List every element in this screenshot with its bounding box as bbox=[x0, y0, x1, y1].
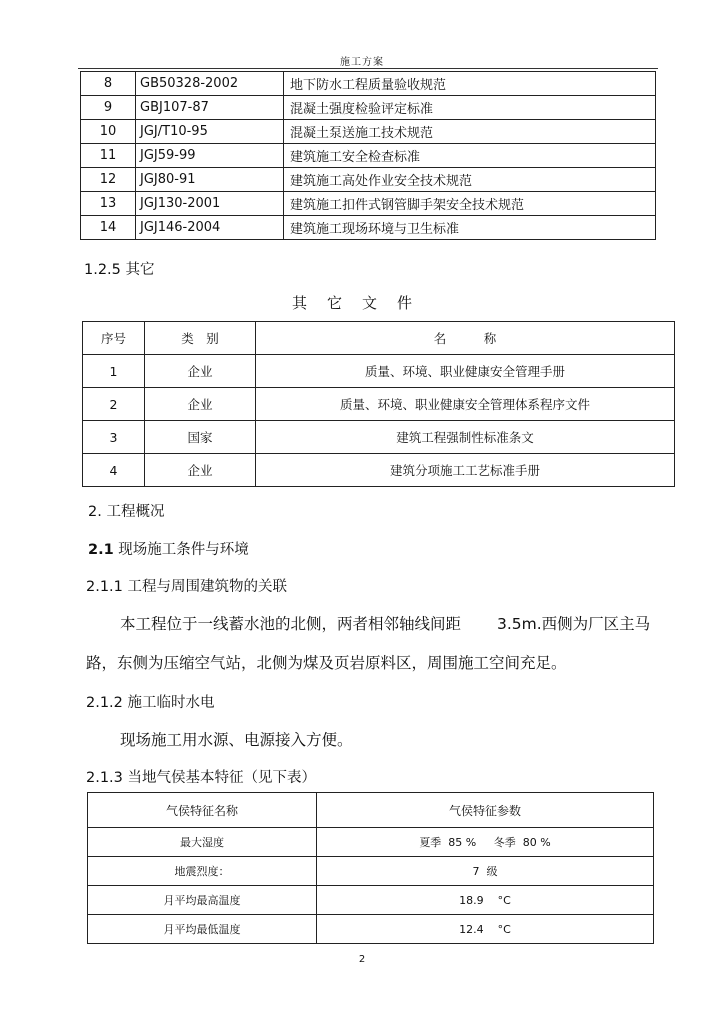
climate-value-cell: 18.9 °C bbox=[317, 886, 654, 915]
standard-code-cell: JGJ146-2004 bbox=[136, 216, 284, 240]
section-2-1-2-body: 现场施工用水源、电源接入方便。 bbox=[120, 731, 353, 749]
doc-name-cell: 建筑工程强制性标准条文 bbox=[256, 421, 675, 454]
standard-index-cell: 13 bbox=[81, 192, 136, 216]
doc-category-cell: 企业 bbox=[145, 454, 256, 487]
doc-name-cell: 质量、环境、职业健康安全管理体系程序文件 bbox=[256, 388, 675, 421]
header-cell-index: 序号 bbox=[83, 322, 145, 355]
table-row bbox=[88, 915, 654, 944]
page-header-title: 施工方案 bbox=[340, 57, 384, 68]
table-row bbox=[83, 454, 675, 487]
standard-name-cell: 地下防水工程质量验收规范 bbox=[284, 72, 656, 96]
table-row bbox=[88, 886, 654, 915]
climate-value-cell: 7 级 bbox=[317, 857, 654, 886]
standard-code-cell: JGJ59-99 bbox=[136, 144, 284, 168]
doc-name-cell: 建筑分项施工工艺标准手册 bbox=[256, 454, 675, 487]
section-2-1-1-line2: 路，东侧为压缩空气站，北侧为煤及页岩原料区，周围施工空间充足。 bbox=[86, 654, 567, 672]
section-2-1-number: 2.1 bbox=[88, 542, 114, 558]
table-row bbox=[81, 144, 656, 168]
table-row bbox=[81, 72, 656, 96]
other-docs-table bbox=[82, 321, 675, 487]
doc-category-cell: 国家 bbox=[145, 421, 256, 454]
climate-table bbox=[87, 792, 654, 944]
standard-name-cell: 建筑施工现场环境与卫生标准 bbox=[284, 216, 656, 240]
section-2-1-1-heading: 2.1.1 工程与周围建筑物的关联 bbox=[86, 579, 288, 595]
doc-category-cell: 企业 bbox=[145, 355, 256, 388]
climate-name-cell: 地震烈度： bbox=[88, 857, 317, 886]
standard-code-cell: JGJ130-2001 bbox=[136, 192, 284, 216]
section-2-1-2-heading: 2.1.2 施工临时水电 bbox=[86, 695, 215, 711]
standard-code-cell: JGJ/T10-95 bbox=[136, 120, 284, 144]
standard-index-cell: 11 bbox=[81, 144, 136, 168]
doc-index-cell: 2 bbox=[83, 388, 145, 421]
section-2-1-title: 现场施工条件与环境 bbox=[113, 542, 249, 558]
doc-name-cell: 质量、环境、职业健康安全管理手册 bbox=[256, 355, 675, 388]
standard-name-cell: 混凝土强度检验评定标准 bbox=[284, 96, 656, 120]
header-cell-category: 类 别 bbox=[145, 322, 256, 355]
table-row bbox=[88, 857, 654, 886]
standard-index-cell: 9 bbox=[81, 96, 136, 120]
standard-name-cell: 建筑施工扣件式钢管脚手架安全技术规范 bbox=[284, 192, 656, 216]
table-row bbox=[83, 421, 675, 454]
section-2-1-3-heading: 2.1.3 当地气侯基本特征（见下表） bbox=[86, 770, 317, 786]
standard-index-cell: 8 bbox=[81, 72, 136, 96]
doc-category-cell: 企业 bbox=[145, 388, 256, 421]
table-row bbox=[83, 388, 675, 421]
table-row bbox=[81, 168, 656, 192]
section-2-1-heading bbox=[88, 538, 249, 559]
other-docs-table-title: 其它文件 bbox=[291, 294, 432, 312]
table-row bbox=[81, 216, 656, 240]
header-cell-climate-name: 气侯特征名称 bbox=[88, 793, 317, 828]
table-header-row bbox=[88, 793, 654, 828]
section-2-1-1-line1b: 3.5m.西侧为厂区主马 bbox=[497, 615, 651, 633]
section-1-2-5-heading: 1.2.5 其它 bbox=[84, 262, 155, 278]
standard-name-cell: 混凝土泵送施工技术规范 bbox=[284, 120, 656, 144]
standard-code-cell: JGJ80-91 bbox=[136, 168, 284, 192]
standard-index-cell: 12 bbox=[81, 168, 136, 192]
doc-index-cell: 1 bbox=[83, 355, 145, 388]
climate-name-cell: 最大湿度 bbox=[88, 828, 317, 857]
header-cell-name: 名 称 bbox=[256, 322, 675, 355]
standard-index-cell: 10 bbox=[81, 120, 136, 144]
table-row bbox=[83, 355, 675, 388]
page-number: 2 bbox=[358, 954, 366, 965]
table-row bbox=[81, 96, 656, 120]
standards-table bbox=[80, 71, 656, 240]
climate-value-cell: 夏季 85 % 冬季 80 % bbox=[317, 828, 654, 857]
standard-index-cell: 14 bbox=[81, 216, 136, 240]
table-row bbox=[81, 192, 656, 216]
doc-index-cell: 3 bbox=[83, 421, 145, 454]
climate-value-cell: 12.4 °C bbox=[317, 915, 654, 944]
standard-name-cell: 建筑施工高处作业安全技术规范 bbox=[284, 168, 656, 192]
header-cell-climate-value: 气侯特征参数 bbox=[317, 793, 654, 828]
table-row bbox=[88, 828, 654, 857]
climate-name-cell: 月平均最高温度 bbox=[88, 886, 317, 915]
table-header-row bbox=[83, 322, 675, 355]
climate-name-cell: 月平均最低温度 bbox=[88, 915, 317, 944]
section-2-heading: 2. 工程概况 bbox=[88, 504, 165, 520]
section-2-1-1-line1: 本工程位于一线蓄水池的北侧，两者相邻轴线间距 bbox=[120, 615, 462, 633]
standard-code-cell: GBJ107-87 bbox=[136, 96, 284, 120]
standard-name-cell: 建筑施工安全检查标准 bbox=[284, 144, 656, 168]
standard-code-cell: GB50328-2002 bbox=[136, 72, 284, 96]
doc-index-cell: 4 bbox=[83, 454, 145, 487]
header-rule bbox=[78, 68, 658, 69]
table-row bbox=[81, 120, 656, 144]
